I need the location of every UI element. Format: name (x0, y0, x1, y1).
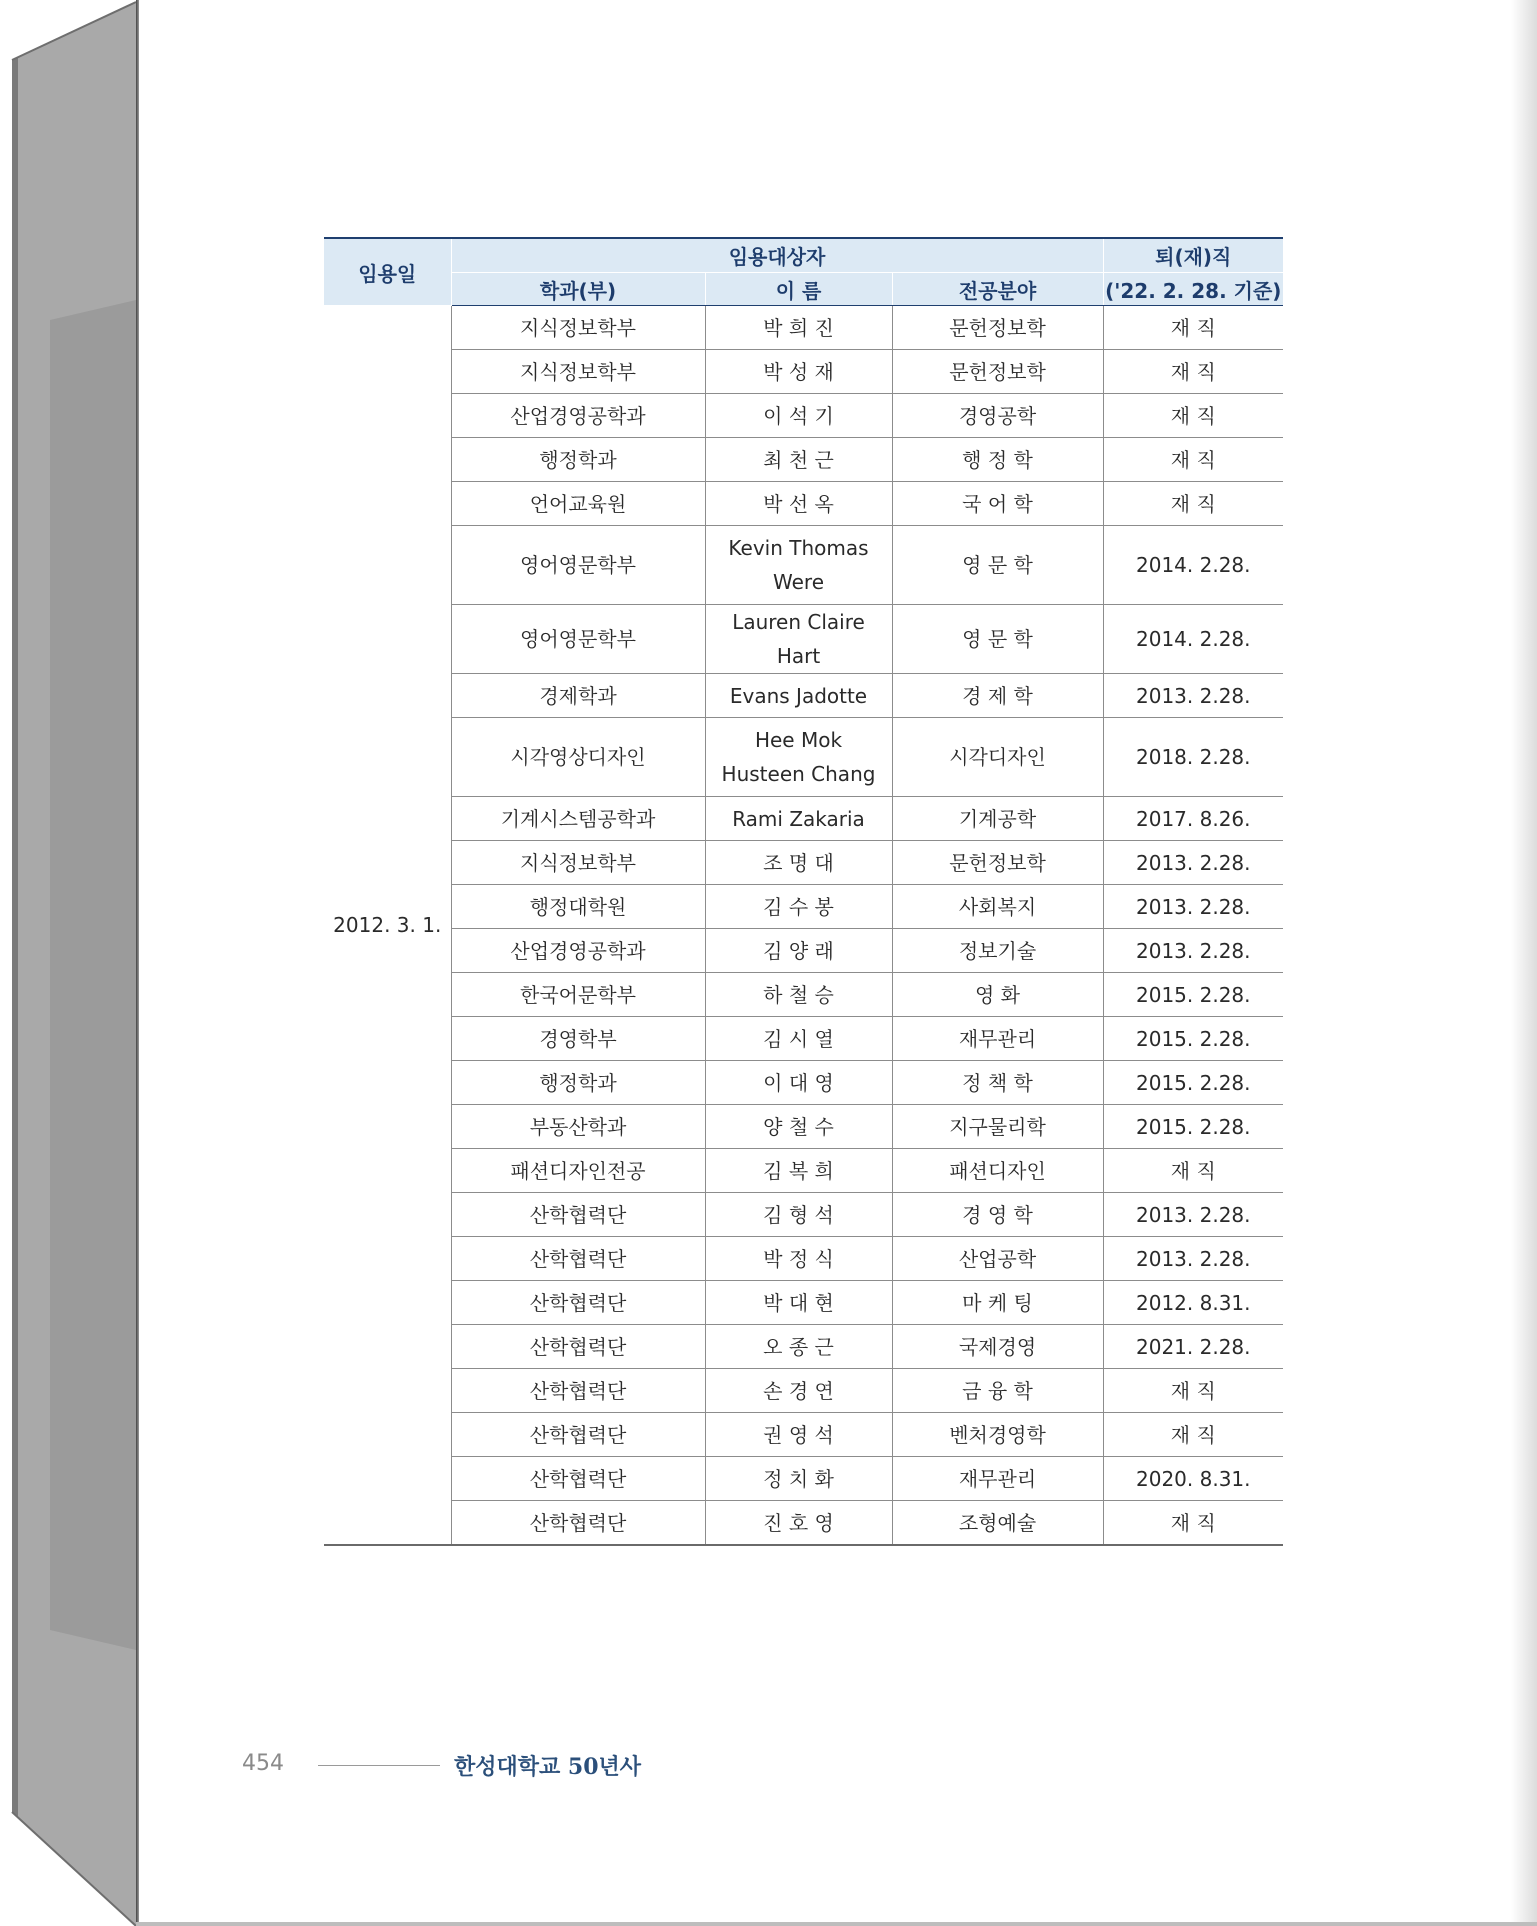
field-cell: 국제경영 (892, 1325, 1103, 1369)
field-cell: 행 정 학 (892, 438, 1103, 482)
department-cell: 산학협력단 (451, 1501, 705, 1546)
field-cell: 영 화 (892, 973, 1103, 1017)
department-cell: 언어교육원 (451, 482, 705, 526)
table-row (324, 718, 1283, 797)
status-cell: 재 직 (1103, 1413, 1283, 1457)
status-cell: 2013. 2.28. (1103, 885, 1283, 929)
page-right-shadow (1511, 0, 1537, 1926)
status-cell: 2013. 2.28. (1103, 841, 1283, 885)
table-row (324, 605, 1283, 674)
book-spine-edge (0, 0, 140, 1926)
field-cell: 정 책 학 (892, 1061, 1103, 1105)
name-cell: 김 시 열 (705, 1017, 892, 1061)
field-cell: 지구물리학 (892, 1105, 1103, 1149)
name-cell: 박 정 식 (705, 1237, 892, 1281)
status-cell: 재 직 (1103, 394, 1283, 438)
status-cell: 2021. 2.28. (1103, 1325, 1283, 1369)
table-row (324, 438, 1283, 482)
status-cell: 2012. 8.31. (1103, 1281, 1283, 1325)
table-row (324, 1413, 1283, 1457)
department-cell: 경영학부 (451, 1017, 705, 1061)
status-cell: 재 직 (1103, 482, 1283, 526)
table-row (324, 1457, 1283, 1501)
department-cell: 행정학과 (451, 438, 705, 482)
department-cell: 시각영상디자인 (451, 718, 705, 797)
name-cell: 손 경 연 (705, 1369, 892, 1413)
header-name: 이 름 (705, 273, 892, 306)
appointment-table (324, 237, 1283, 1546)
status-cell: 재 직 (1103, 1149, 1283, 1193)
department-cell: 영어영문학부 (451, 526, 705, 605)
name-cell: 오 종 근 (705, 1325, 892, 1369)
name-cell: 박 성 재 (705, 350, 892, 394)
name-cell: 김 복 희 (705, 1149, 892, 1193)
table-row (324, 797, 1283, 841)
status-cell: 재 직 (1103, 438, 1283, 482)
table-row (324, 526, 1283, 605)
department-cell: 산업경영공학과 (451, 394, 705, 438)
status-cell: 2020. 8.31. (1103, 1457, 1283, 1501)
department-cell: 행정대학원 (451, 885, 705, 929)
header-retirement-line1: 퇴(재)직 (1155, 245, 1232, 269)
table-row (324, 1149, 1283, 1193)
table-row (324, 674, 1283, 718)
field-cell: 영 문 학 (892, 526, 1103, 605)
status-cell: 2013. 2.28. (1103, 929, 1283, 973)
department-cell: 한국어문학부 (451, 973, 705, 1017)
header-retirement (1103, 238, 1283, 273)
field-cell: 재무관리 (892, 1017, 1103, 1061)
status-cell: 2013. 2.28. (1103, 1237, 1283, 1281)
field-cell: 마 케 팅 (892, 1281, 1103, 1325)
table-row (324, 350, 1283, 394)
field-cell: 조형예술 (892, 1501, 1103, 1546)
field-cell: 벤처경영학 (892, 1413, 1103, 1457)
name-cell: Kevin Thomas Were (705, 526, 892, 605)
department-cell: 산학협력단 (451, 1369, 705, 1413)
table-row (324, 885, 1283, 929)
table-row (324, 929, 1283, 973)
status-cell: 2015. 2.28. (1103, 1061, 1283, 1105)
name-cell: 김 양 래 (705, 929, 892, 973)
status-cell: 재 직 (1103, 1501, 1283, 1546)
name-cell: Lauren Claire Hart (705, 605, 892, 674)
header-retirement-basis: ('22. 2. 28. 기준) (1103, 273, 1283, 306)
name-cell: 박 희 진 (705, 306, 892, 350)
name-cell: 진 호 영 (705, 1501, 892, 1546)
status-cell: 재 직 (1103, 1369, 1283, 1413)
page-left-edge (136, 0, 139, 1926)
name-cell: 이 석 기 (705, 394, 892, 438)
field-cell: 사회복지 (892, 885, 1103, 929)
field-cell: 금 융 학 (892, 1369, 1103, 1413)
table-row (324, 482, 1283, 526)
table-row (324, 306, 1283, 350)
field-cell: 정보기술 (892, 929, 1103, 973)
field-cell: 패션디자인 (892, 1149, 1103, 1193)
field-cell: 영 문 학 (892, 605, 1103, 674)
field-cell: 경영공학 (892, 394, 1103, 438)
department-cell: 산학협력단 (451, 1325, 705, 1369)
field-cell: 재무관리 (892, 1457, 1103, 1501)
department-cell: 영어영문학부 (451, 605, 705, 674)
name-cell: 김 수 봉 (705, 885, 892, 929)
department-cell: 지식정보학부 (451, 350, 705, 394)
name-cell: 조 명 대 (705, 841, 892, 885)
name-cell: 박 선 옥 (705, 482, 892, 526)
footer-rule (318, 1765, 440, 1766)
name-cell: 최 천 근 (705, 438, 892, 482)
table-row (324, 1325, 1283, 1369)
table-row (324, 1017, 1283, 1061)
table-row (324, 394, 1283, 438)
department-cell: 지식정보학부 (451, 841, 705, 885)
department-cell: 산업경영공학과 (451, 929, 705, 973)
name-cell: 이 대 영 (705, 1061, 892, 1105)
status-cell: 2014. 2.28. (1103, 605, 1283, 674)
status-cell: 2014. 2.28. (1103, 526, 1283, 605)
status-cell: 2013. 2.28. (1103, 1193, 1283, 1237)
status-cell: 2017. 8.26. (1103, 797, 1283, 841)
department-cell: 행정학과 (451, 1061, 705, 1105)
status-cell: 2018. 2.28. (1103, 718, 1283, 797)
field-cell: 경 제 학 (892, 674, 1103, 718)
page-bottom-edge (136, 1922, 1537, 1926)
status-cell: 2015. 2.28. (1103, 1105, 1283, 1149)
table-row (324, 1501, 1283, 1546)
department-cell: 지식정보학부 (451, 306, 705, 350)
department-cell: 산학협력단 (451, 1193, 705, 1237)
name-cell: 박 대 현 (705, 1281, 892, 1325)
department-cell: 기계시스템공학과 (451, 797, 705, 841)
status-cell: 2015. 2.28. (1103, 973, 1283, 1017)
table-row (324, 1105, 1283, 1149)
name-cell: 정 치 화 (705, 1457, 892, 1501)
name-cell: 양 철 수 (705, 1105, 892, 1149)
appointment-date-cell: 2012. 3. 1. (324, 306, 451, 1546)
department-cell: 산학협력단 (451, 1237, 705, 1281)
department-cell: 산학협력단 (451, 1413, 705, 1457)
field-cell: 기계공학 (892, 797, 1103, 841)
field-cell: 산업공학 (892, 1237, 1103, 1281)
table-row (324, 973, 1283, 1017)
book-title: 한성대학교 50년사 (454, 1754, 642, 1780)
status-cell: 재 직 (1103, 306, 1283, 350)
status-cell: 2013. 2.28. (1103, 674, 1283, 718)
field-cell: 문헌정보학 (892, 350, 1103, 394)
header-department: 학과(부) (451, 273, 705, 306)
header-field: 전공분야 (892, 273, 1103, 306)
department-cell: 패션디자인전공 (451, 1149, 705, 1193)
field-cell: 시각디자인 (892, 718, 1103, 797)
status-cell: 재 직 (1103, 350, 1283, 394)
field-cell: 국 어 학 (892, 482, 1103, 526)
field-cell: 경 영 학 (892, 1193, 1103, 1237)
table-row (324, 1193, 1283, 1237)
department-cell: 산학협력단 (451, 1281, 705, 1325)
department-cell: 산학협력단 (451, 1457, 705, 1501)
name-cell: Rami Zakaria (705, 797, 892, 841)
status-cell: 2015. 2.28. (1103, 1017, 1283, 1061)
table-row (324, 841, 1283, 885)
header-appointee-group: 임용대상자 (451, 238, 1103, 273)
table-row (324, 1237, 1283, 1281)
name-cell: Hee Mok Husteen Chang (705, 718, 892, 797)
page-number: 454 (242, 1751, 284, 1776)
header-appointment-date: 임용일 (324, 238, 451, 306)
name-cell: 권 영 석 (705, 1413, 892, 1457)
table-row (324, 1281, 1283, 1325)
table-row (324, 1061, 1283, 1105)
name-cell: 김 형 석 (705, 1193, 892, 1237)
field-cell: 문헌정보학 (892, 841, 1103, 885)
name-cell: 하 철 승 (705, 973, 892, 1017)
table-row (324, 1369, 1283, 1413)
department-cell: 부동산학과 (451, 1105, 705, 1149)
department-cell: 경제학과 (451, 674, 705, 718)
field-cell: 문헌정보학 (892, 306, 1103, 350)
name-cell: Evans Jadotte (705, 674, 892, 718)
